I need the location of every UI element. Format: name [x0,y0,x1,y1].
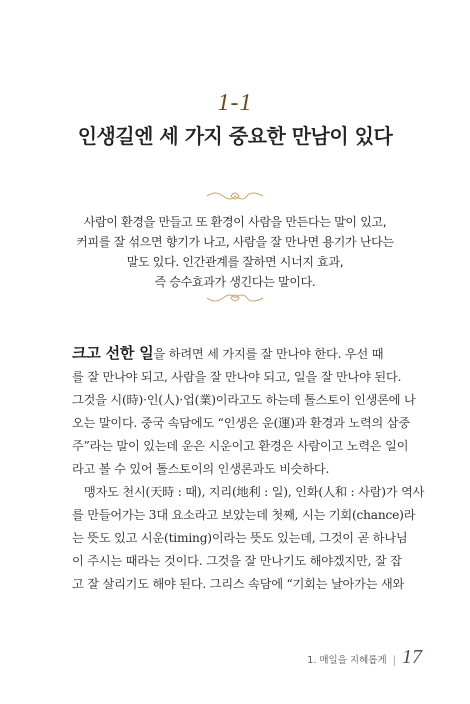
intro-line: 사람이 환경을 만들고 또 환경이 사람을 만든다는 말이 있고, [83,215,387,229]
body-line: 를 잘 만나야 되고, 사람을 잘 만나야 되고, 일을 잘 만나야 된다. [72,370,402,384]
body-text [72,342,428,596]
intro-line: 말도 있다. 인간관계를 잘하면 시너지 효과, [126,255,344,269]
body-line: 오는 말이다. 중국 속담에도 “인생은 운(運)과 환경과 노력의 삼중 [72,416,410,430]
chapter-number: 1-1 [217,90,253,116]
body-line: 를 만들어가는 3대 요소라고 보았는데 첫째, 시는 기회(chance)라 [72,508,416,522]
chapter-title: 인생길엔 세 가지 중요한 만남이 있다 [77,124,393,148]
intro-line: 즉 승수효과가 생긴다는 말이다. [154,275,316,289]
running-head: 1. 매일을 지혜롭게 [307,655,387,666]
page-number: 17 [402,646,422,668]
flourish-ornament-top [205,188,265,204]
page-footer [307,646,422,669]
body-line: 이 주시는 때라는 것이다. 그것을 잘 만나기도 해야겠지만, 잘 잡 [72,554,402,568]
body-line [72,342,428,366]
body-line: 맹자도 천시(天時 : 때), 지리(地利 : 일), 인화(人和 : 사람)가 역사 [84,485,425,499]
body-line: 주”라는 말이 있는데 운은 시운이고 환경은 사람이고 노력은 일이 [72,439,409,453]
intro-line: 커피를 잘 섞으면 향기가 나고, 사람을 잘 만나면 용기가 난다는 [76,235,394,249]
chapter-intro [40,212,430,292]
footer-separator: | [392,655,396,666]
body-line: 라고 볼 수 있어 톨스토이의 인생론과도 비슷하다. [72,462,330,476]
lead-phrase: 크고 선한 일 [72,344,154,362]
body-line-text: 을 하려면 세 가지를 잘 만나야 한다. 우선 때 [153,347,384,361]
body-line: 는 뜻도 있고 시운(timing)이라는 뜻도 있는데, 그것이 곧 하나님 [72,531,408,545]
body-line: 고 잘 살리기도 해야 된다. 그리스 속담에 “기회는 날아가는 새와 [72,577,405,591]
flourish-ornament-bottom [205,290,265,306]
body-line: 그것을 시(時)·인(人)·업(業)이라고도 하는데 톨스토이 인생론에 나 [72,393,416,407]
